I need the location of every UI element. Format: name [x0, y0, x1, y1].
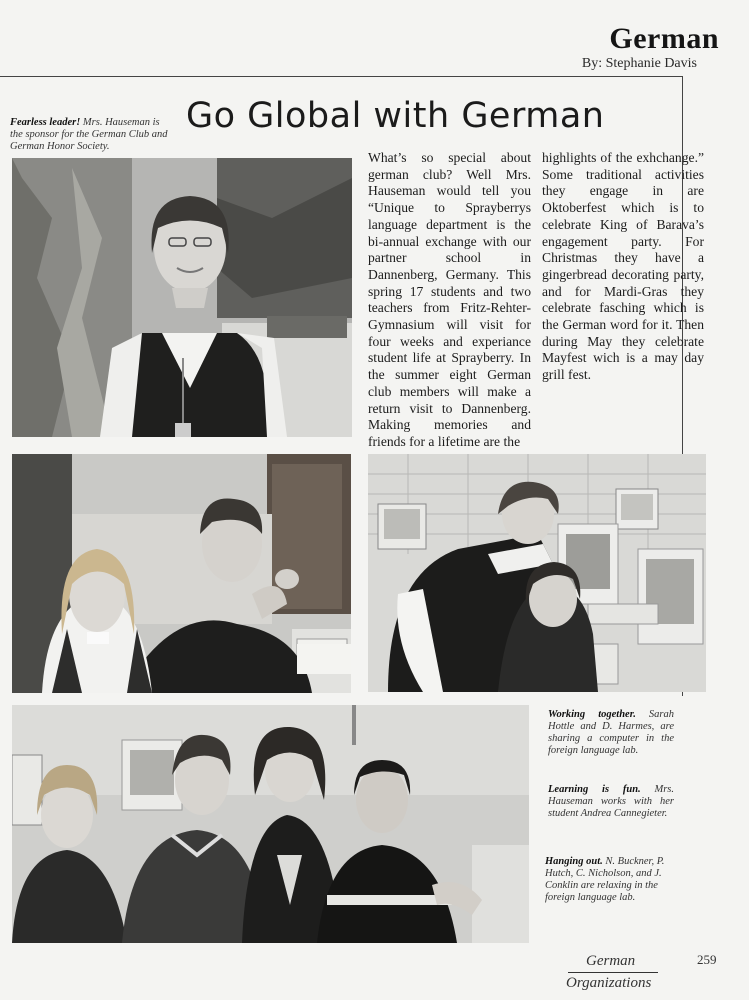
- page-number: 259: [697, 952, 717, 967]
- caption-lead: Working together.: [548, 709, 636, 720]
- photo-hanging-out: [12, 705, 529, 943]
- article-column-1: What’s so special about german club? Well Mrs. Hauseman would tell you “Unique to Sprayberrys language department is the bi-annual exchange with our partner school in Dannenberg, Germany. This spring 17 students and two teachers from Fritz-Rehter-Gymnasium will visit for four weeks and experiance student life at Sprayberry. In the summer eight German club members will make a return visit to Dannenberg. Making memories and friends for a lifetime are the: [368, 150, 531, 449]
- caption-text: N. Buckner, P. Hutch, C. Nicholson, and J. Conklin are relaxing in the foreign language lab.: [545, 856, 665, 903]
- caption-working-together: [548, 709, 674, 757]
- section-title: German: [609, 22, 719, 55]
- footer-rule: [568, 972, 658, 973]
- caption-learning-is-fun: [548, 784, 674, 820]
- top-border-rule: [0, 76, 683, 77]
- caption-lead: Learning is fun.: [548, 784, 641, 795]
- photo-teacher-portrait: [12, 158, 352, 437]
- caption-text: Sarah Hottle and D. Harmes, are sharing a computer in the foreign language lab.: [548, 709, 674, 756]
- byline: By: Stephanie Davis: [581, 56, 697, 71]
- photo-learning-is-fun: [368, 454, 706, 692]
- caption-lead: Hanging out.: [545, 856, 603, 867]
- photo-working-together: [12, 454, 351, 693]
- footer-section-name: German: [586, 953, 636, 969]
- footer-category: Organizations: [566, 975, 652, 991]
- caption-hanging-out: [545, 856, 675, 904]
- caption-lead: Fearless leader!: [10, 117, 81, 128]
- headline: Go Global with German: [186, 96, 605, 136]
- article-column-2: highlights of the exhchange.” Some traditional activities they engage in are Oktoberfest which is to celebrate King of Barava’s engagement party. For Christmas they have a gingerbread decorating party, and for Mardi-Gras they celebrate fasching which is the German word for it. Then during May they celebrate Mayfest wich is a may day grill fest.: [542, 150, 704, 383]
- caption-text: Mrs. Hauseman is the sponsor for the German Club and German Honor Society.: [10, 117, 168, 152]
- caption-text: Mrs. Hauseman works with her student Andrea Cannegieter.: [548, 784, 674, 819]
- caption-fearless-leader: [10, 117, 175, 153]
